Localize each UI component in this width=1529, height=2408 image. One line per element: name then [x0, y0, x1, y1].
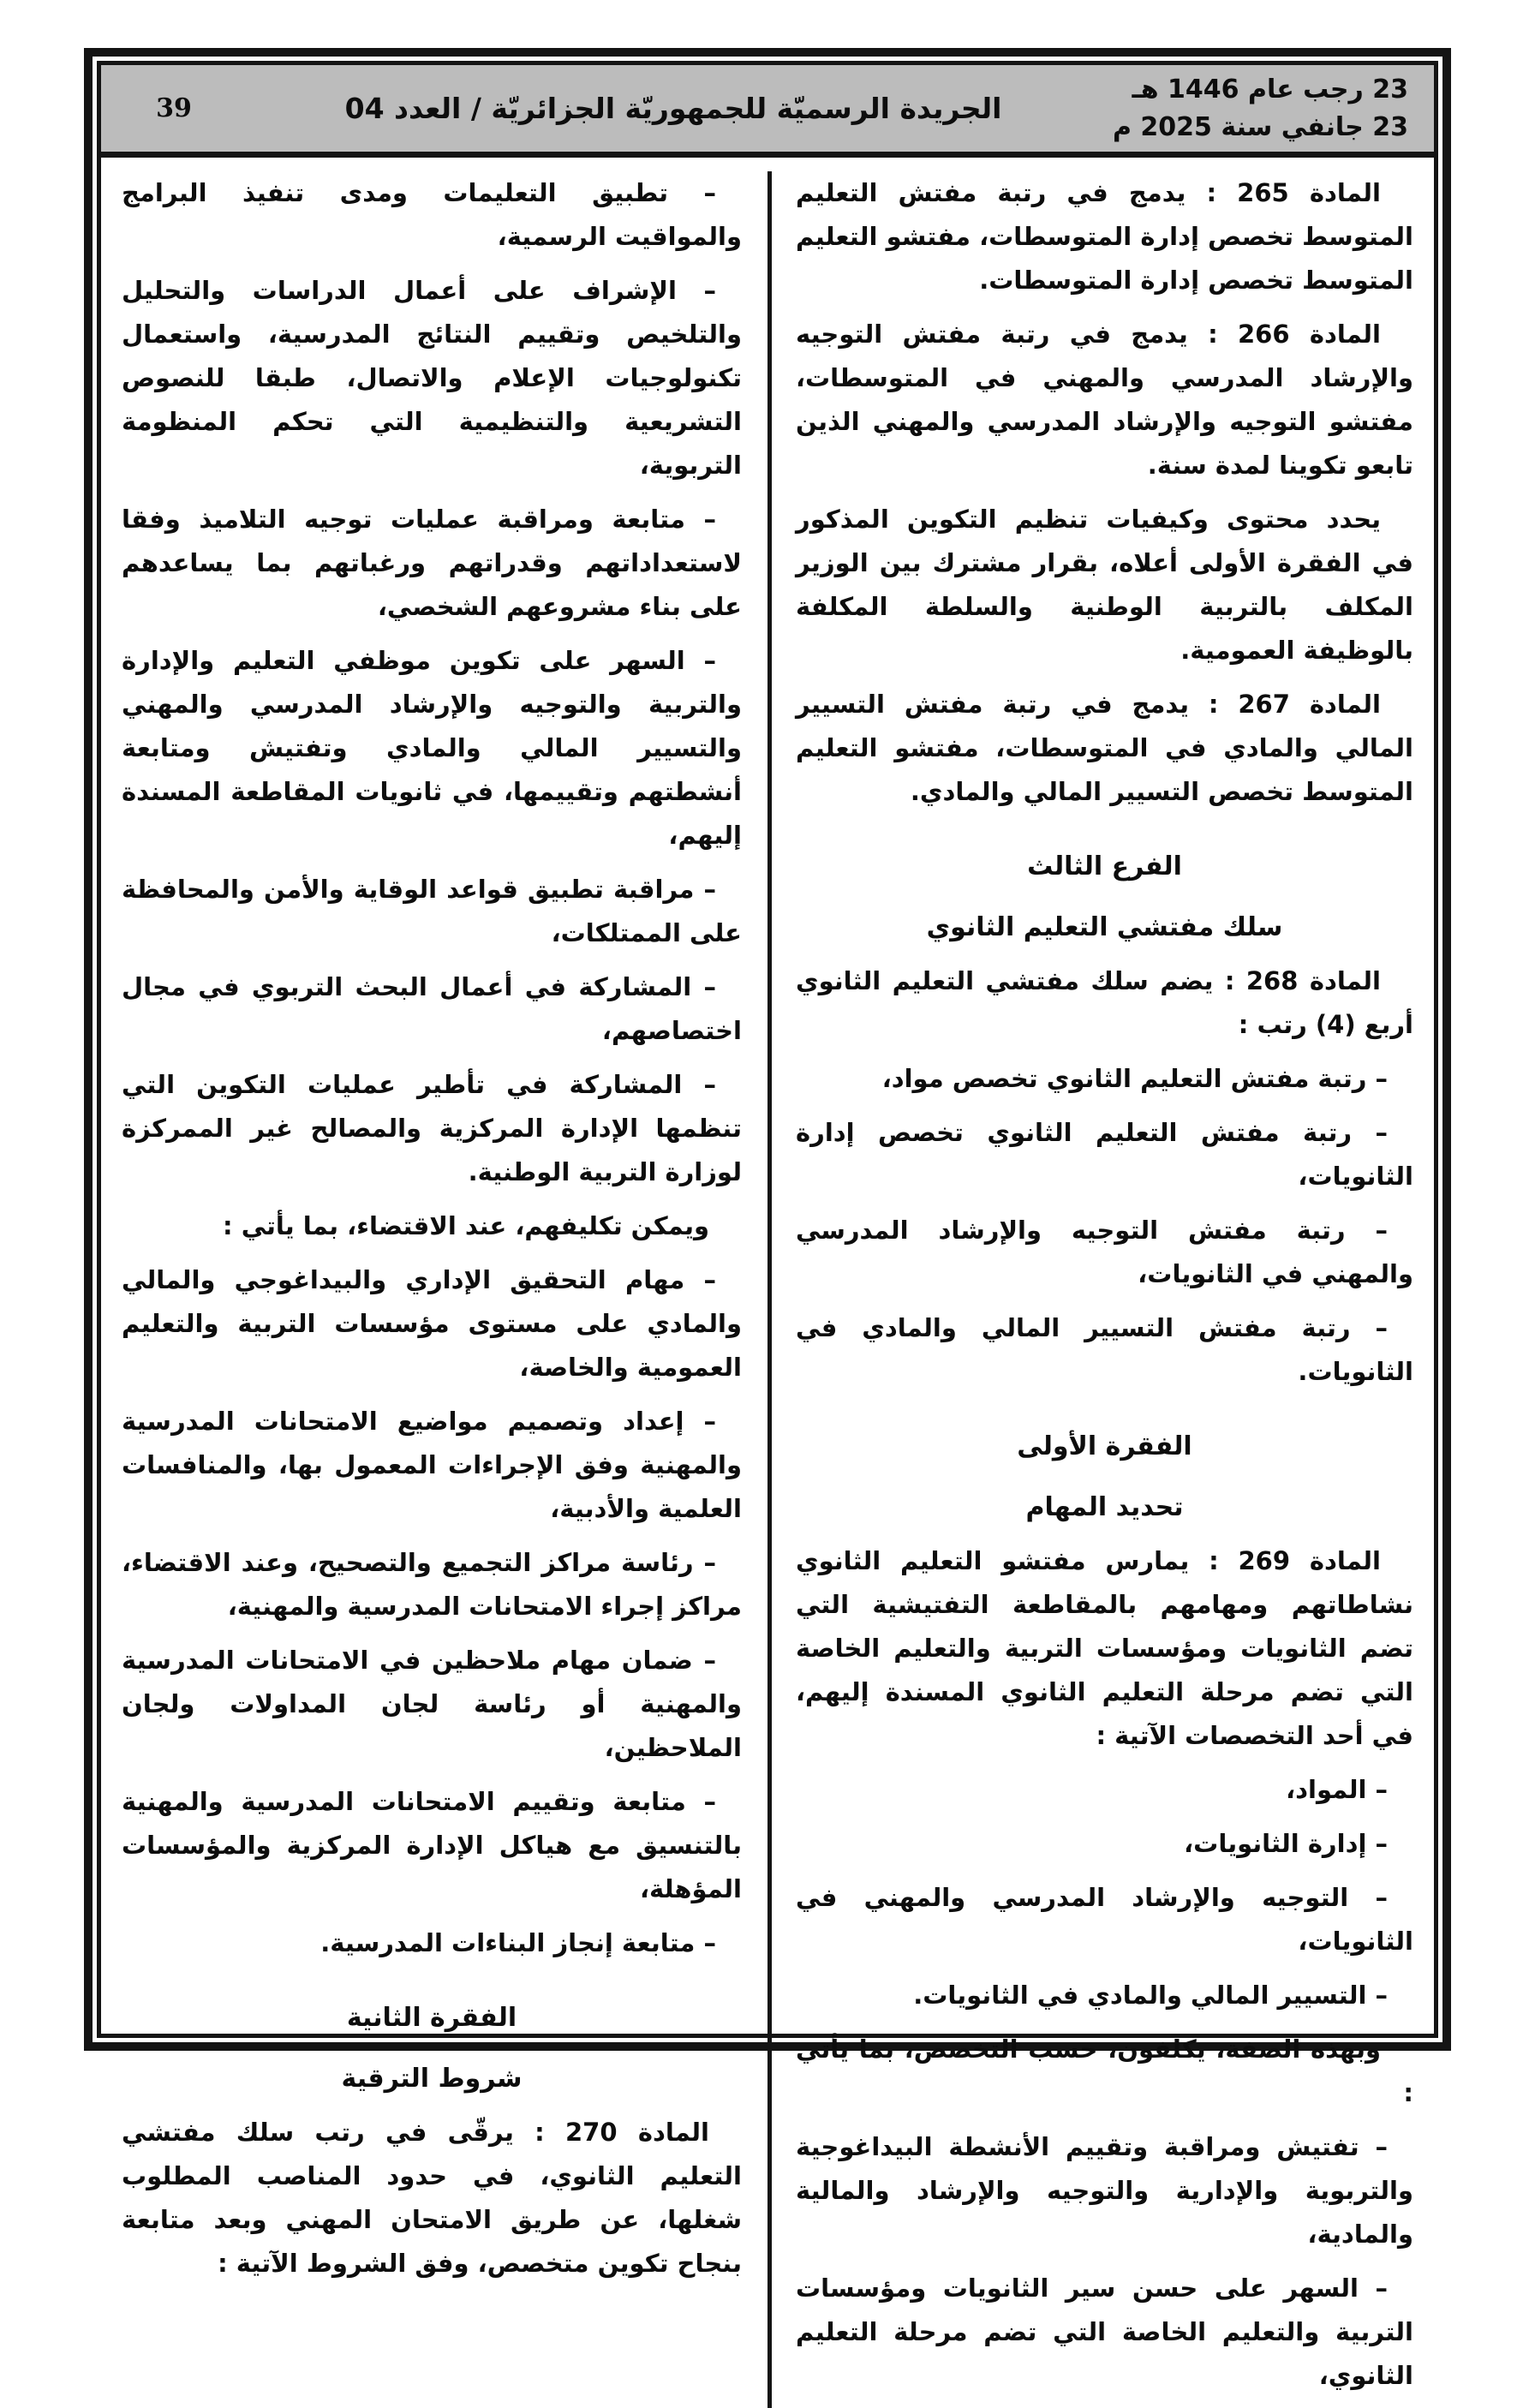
article-268: [796, 959, 1413, 1047]
article-265-text: يدمج في رتبة مفتش التعليم المتوسط تخصص إدارة المتوسطات، مفتشو التعليم المتوسط تخصص إدارة المتوسطات.: [796, 178, 1413, 295]
article-266: [796, 313, 1413, 487]
list-item: – إدارة الثانويات،: [1184, 1829, 1388, 1858]
list-item: – رتبة مفتش التعليم الثانوي تخصص إدارة الثانويات،: [796, 1118, 1413, 1191]
page-inner-frame: [97, 61, 1438, 2390]
list-item: – متابعة ومراقبة عمليات توجيه التلاميذ وفقا لاستعداداتهم وقدراتهم ورغباتهم بما يساعدهم على بناء مشروعهم الشخصي،: [122, 505, 742, 621]
article-269-label: المادة 269 :: [1209, 1546, 1381, 1575]
list-item: – مراقبة تطبيق قواعد الوقاية والأمن والمحافظة على الممتلكات،: [122, 875, 742, 947]
page-number: 39: [156, 93, 192, 123]
article-266-text: يدمج في رتبة مفتش التوجيه والإرشاد المدرسي والمهني في المتوسطات، مفتشو التوجيه والإرشاد المدرسي والمهني الذين تابعو تكوينا لمدة سنة.: [796, 320, 1413, 480]
article-265: [796, 171, 1413, 302]
list-item: – تفتيش ومراقبة وتقييم الأنشطة البيداغوجية والتربوية والإدارية والتوجيه والإرشاد والمالية والمادية،: [796, 2132, 1413, 2249]
article-268-text: يضم سلك مفتشي التعليم الثانوي أربع (4) رتب :: [796, 966, 1413, 1039]
article-265-label: المادة 265 :: [1206, 178, 1381, 207]
list-item: – متابعة وتقييم الامتحانات المدرسية والمهنية بالتنسيق مع هياكل الإدارة المركزية والمؤسسات المؤهلة،: [122, 1787, 742, 1903]
column-right: [767, 171, 1413, 2408]
article-270-label: المادة 270 :: [535, 2118, 709, 2147]
page-border-frame: [84, 48, 1451, 2390]
article-268-label: المادة 268 :: [1224, 966, 1381, 995]
section-heading-missions: تحديد المهام: [1025, 1492, 1184, 1522]
page-content: [101, 158, 1434, 2408]
body-paragraph: وبهذه الصفة، يكلفون، حسب التخصص، بما يأتي :: [796, 2035, 1413, 2107]
list-item: – المشاركة في تأطير عمليات التكوين التي تنظمها الإدارة المركزية والمصالح غير الممركزة لوزارة التربية الوطنية.: [122, 1070, 742, 1186]
list-item: – الإشراف على أعمال الدراسات والتحليل والتلخيص وتقييم النتائج المدرسية، واستعمال تكنولوجيات الإعلام والاتصال، طبقا للنصوص التشريعية والتنظيمية التي تحكم المنظومة التربوية،: [122, 276, 742, 480]
body-paragraph: يحدد محتوى وكيفيات تنظيم التكوين المذكور في الفقرة الأولى أعلاه، بقرار مشترك بين الوزير المكلف بالتربية الوطنية والسلطة المكلفة بالوظيفة العمومية.: [796, 505, 1413, 665]
article-266-label: المادة 266 :: [1208, 320, 1381, 349]
list-item: – متابعة إنجاز البناءات المدرسية.: [320, 1928, 716, 1957]
list-item: – السهر على حسن سير الثانويات ومؤسسات التربية والتعليم الخاصة التي تضم مرحلة التعليم الثانوي،: [796, 2274, 1413, 2390]
section-heading-branch-3: الفرع الثالث: [1027, 851, 1182, 881]
body-paragraph: ويمكن تكليفهم، عند الاقتضاء، بما يأتي :: [223, 1211, 709, 1240]
article-269-text: يمارس مفتشو التعليم الثانوي نشاطاتهم ومهامهم بالمقاطعة التفتيشية التي تضم الثانويات ومؤسسات التربية والتعليم الخاصة التي تضم مرحلة التعليم الثانوي المسندة إليهم، في أحد التخصصات الآتية :: [796, 1546, 1413, 1750]
column-left: [122, 171, 767, 2408]
list-item: – المشاركة في أعمال البحث التربوي في مجال اختصاصهم،: [122, 972, 742, 1045]
article-267-text: يدمج في رتبة مفتش التسيير المالي والمادي في المتوسطات، مفتشو التعليم المتوسط تخصص التسيير المالي والمادي.: [796, 690, 1413, 806]
section-heading-corps: سلك مفتشي التعليم الثانوي: [926, 912, 1283, 942]
list-item: – رتبة مفتش التعليم الثانوي تخصص مواد،: [881, 1064, 1388, 1093]
journal-title: الجريدة الرسميّة للجمهوريّة الجزائريّة / العدد 04: [344, 92, 1002, 125]
list-item: – رتبة مفتش التسيير المالي والمادي في الثانويات.: [796, 1313, 1413, 1386]
article-270: [122, 2111, 742, 2286]
list-item: – ضمان مهام ملاحظين في الامتحانات المدرسية والمهنية أو رئاسة لجان المداولات ولجان الملاحظين،: [122, 1646, 742, 1762]
list-item: – رتبة مفتش التوجيه والإرشاد المدرسي والمهني في الثانويات،: [796, 1216, 1413, 1288]
article-267-label: المادة 267 :: [1208, 690, 1381, 719]
list-item: – التوجيه والإرشاد المدرسي والمهني في الثانويات،: [796, 1883, 1413, 1956]
article-270-text: يرقّى في رتب سلك مفتشي التعليم الثانوي، في حدود المناصب المطلوب شغلها، عن طريق الامتحان المهني وبعد متابعة بنجاح تكوين متخصص، وفق الشروط الآتية :: [122, 2118, 742, 2278]
list-item: – السهر على تكوين موظفي التعليم والإدارة والتربية والتوجيه والإرشاد المدرسي والمهني والتسيير المالي والمادي وتفتيش ومتابعة أنشطتهم وتقييمها، في ثانويات المقاطعة المسندة إليهم،: [122, 646, 742, 850]
list-item: – مهام التحقيق الإداري والبيداغوجي والمالي والمادي على مستوى مؤسسات التربية والتعليم العمومية والخاصة،: [122, 1265, 742, 1382]
section-heading-promotion: شروط الترقية: [341, 2064, 523, 2094]
section-heading-paragraph-1: الفقرة الأولى: [1017, 1431, 1192, 1461]
article-269: [796, 1539, 1413, 1758]
list-item: – رئاسة مراكز التجميع والتصحيح، وعند الاقتضاء، مراكز إجراء الامتحانات المدرسية والمهنية،: [122, 1548, 742, 1621]
list-item: – تطبيق التعليمات ومدى تنفيذ البرامج والمواقيت الرسمية،: [122, 178, 742, 251]
list-item: – التسيير المالي والمادي في الثانويات.: [913, 1981, 1388, 2010]
gregorian-date: 23 جانفي سنة 2025 م: [1112, 111, 1408, 142]
page-header: [101, 65, 1434, 158]
article-267: [796, 683, 1413, 814]
list-item: – إعداد وتصميم مواضيع الامتحانات المدرسية والمهنية وفق الإجراءات المعمول بها، والمنافسات العلمية والأدبية،: [122, 1407, 742, 1523]
issue-date: [1100, 71, 1434, 146]
list-item: – المواد،: [1286, 1775, 1388, 1804]
section-heading-paragraph-2: الفقرة الثانية: [346, 2003, 517, 2033]
hijri-date: 23 رجب عام 1446 هـ: [1132, 74, 1408, 105]
